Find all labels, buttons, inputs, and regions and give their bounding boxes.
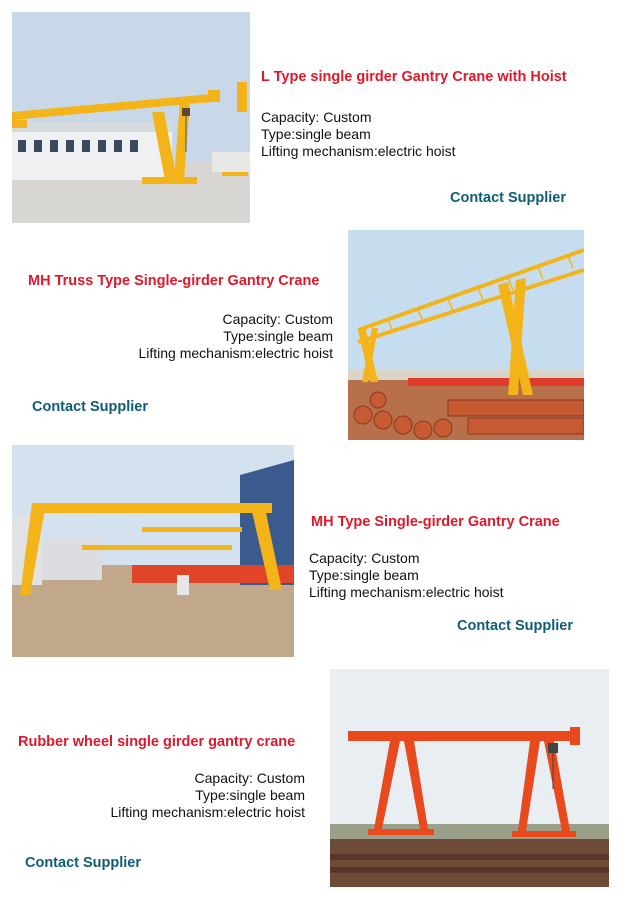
product-4-photo[interactable]	[330, 669, 609, 887]
product-2-photo[interactable]	[348, 230, 584, 440]
product-1-title[interactable]: L Type single girder Gantry Crane with Hoist	[261, 69, 567, 85]
product-4-type: Type:single beam	[195, 787, 305, 803]
product-4-capacity: Capacity: Custom	[194, 770, 305, 786]
product-2-lifting: Lifting mechanism:electric hoist	[138, 345, 333, 361]
product-3-type: Type:single beam	[309, 567, 419, 583]
product-4-contact-supplier-link[interactable]: Contact Supplier	[25, 855, 142, 871]
product-3-specs	[309, 550, 504, 601]
product-3-photo[interactable]	[12, 445, 294, 657]
product-4-lifting: Lifting mechanism:electric hoist	[110, 804, 305, 820]
product-4-specs	[110, 770, 305, 821]
product-1-photo[interactable]	[12, 12, 250, 223]
product-3-lifting: Lifting mechanism:electric hoist	[309, 584, 504, 600]
product-1-type: Type:single beam	[261, 126, 371, 142]
product-1-capacity: Capacity: Custom	[261, 109, 372, 125]
product-3-capacity: Capacity: Custom	[309, 550, 420, 566]
product-2-type: Type:single beam	[223, 328, 333, 344]
product-4-title[interactable]: Rubber wheel single girder gantry crane	[18, 734, 296, 750]
product-1-lifting: Lifting mechanism:electric hoist	[261, 143, 456, 159]
product-1-contact-supplier-link[interactable]: Contact Supplier	[450, 190, 567, 206]
product-2-specs	[138, 311, 333, 362]
product-2-title[interactable]: MH Truss Type Single-girder Gantry Crane	[28, 273, 320, 289]
product-3-title[interactable]: MH Type Single-girder Gantry Crane	[311, 514, 560, 530]
product-3-contact-supplier-link[interactable]: Contact Supplier	[457, 618, 574, 634]
product-2-capacity: Capacity: Custom	[222, 311, 333, 327]
product-1-specs	[261, 109, 456, 160]
product-2-contact-supplier-link[interactable]: Contact Supplier	[32, 399, 149, 415]
